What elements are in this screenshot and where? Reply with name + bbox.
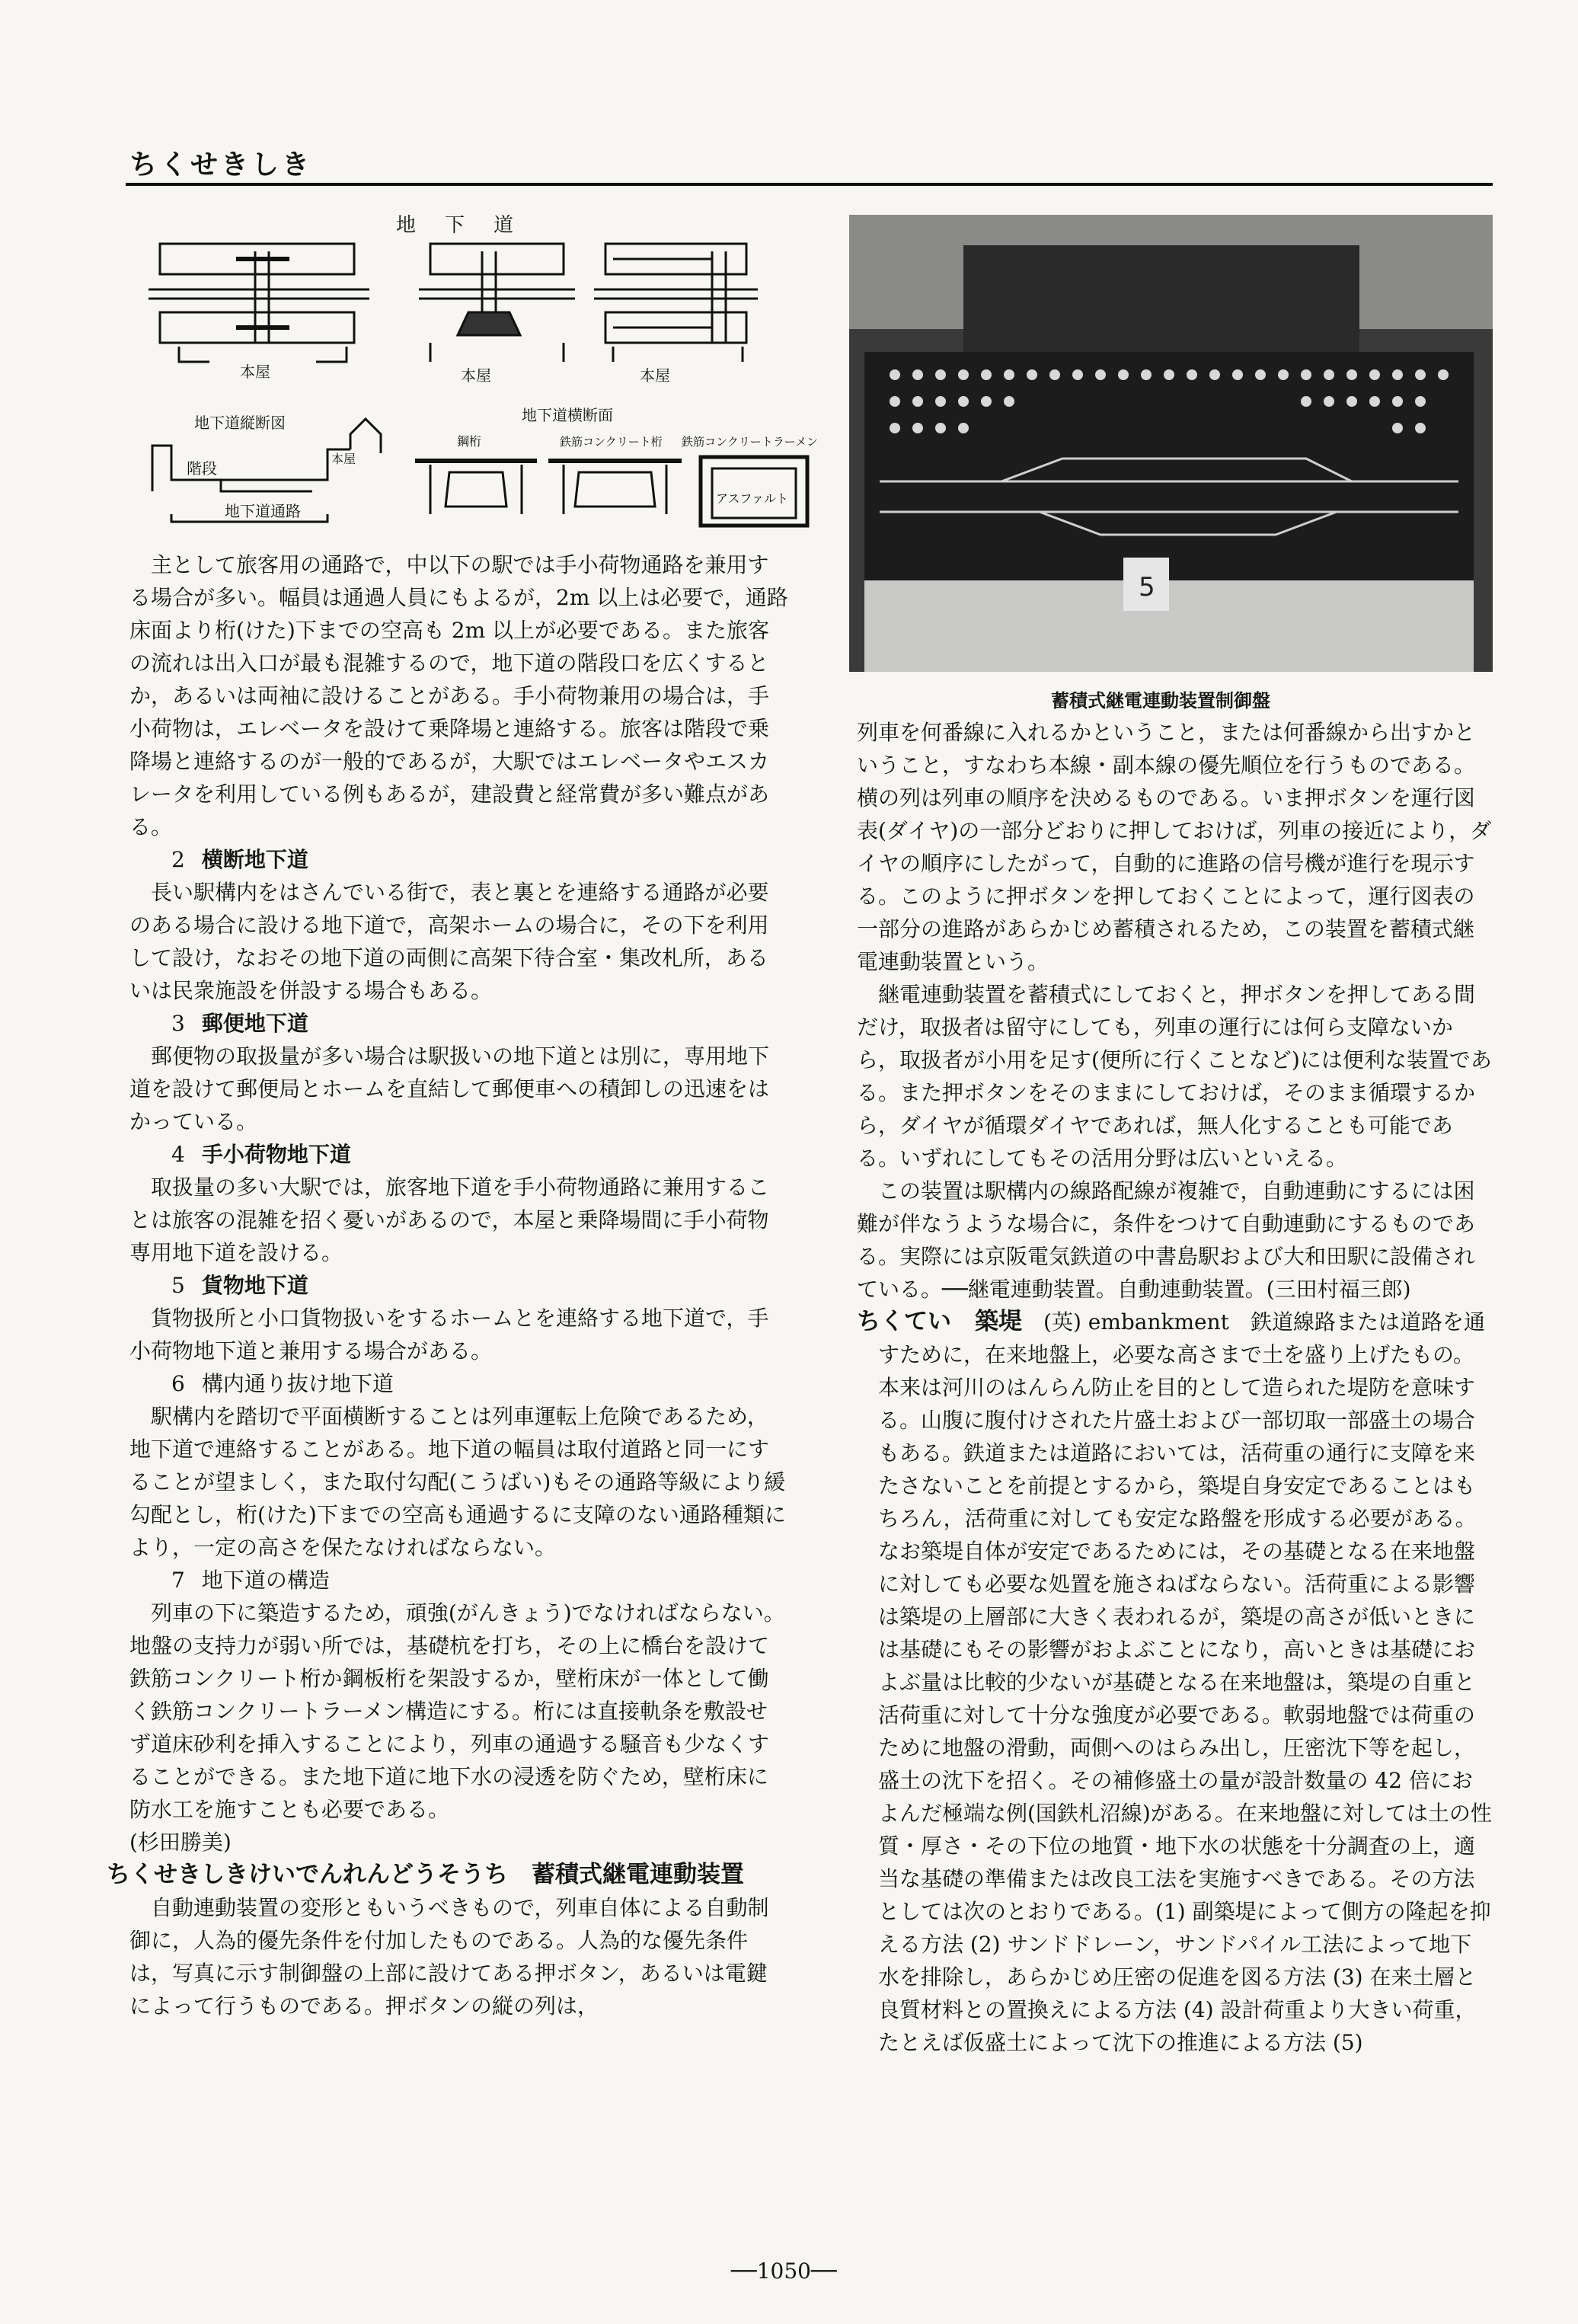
control-panel-photo xyxy=(849,215,1493,672)
header-rule xyxy=(126,183,1493,186)
dictionary-entry-heading: ちくせきしきけいでんれんどうそうち 蓄積式継電連動装置 xyxy=(107,1861,744,1888)
honya-label-2: 本屋 xyxy=(461,366,491,385)
underground-passage-figure xyxy=(149,229,819,533)
section-heading: 5 貨物地下道 xyxy=(171,1273,308,1298)
paragraph: 取扱量の多い大駅では，旅客地下道を手小荷物通路に兼用することは旅客の混雑を招く憂いがあるので，本屋と乗降場間に手小荷物専用地下道を設ける。 xyxy=(129,1175,770,1265)
plan-view-1 xyxy=(149,244,369,362)
paragraph: 自動連動装置の変形ともいうべきもので，列車自体による自動制御に，人為的優先条件を付加したものである。人為的な優先条件は，写真に示す制御盤の上部に設けてある押ボタン，あるいは電鍵によって行うものである。押ボタンの縦の列は， xyxy=(129,1895,769,2019)
cross-section-rc-girder xyxy=(548,461,682,514)
cross-section-label: 地下道横断面 xyxy=(522,406,613,424)
paragraph: 列車の下に築造するため，頑強(がんきょう)でなければならない。地盤の支持力が弱い所では，基礎杭を打ち，その上に橋台を設けて鉄筋コンクリート桁か鋼板桁を架設するか，壁桁床が一体として働く鉄筋コンクリートラーメン構造にする。桁には直接軌条を敷設せず道床砂利を挿入することにより，列車の通過する騒音も少なくすることができる。また地下道に地下水の浸透を防ぐため，壁桁床に防水工を施すことも必要である。 xyxy=(129,1600,785,1822)
page-number: ──1050── xyxy=(731,2258,837,2284)
cross-section-steel xyxy=(415,461,537,514)
paragraph: 郵便物の取扱量が多い場合は駅扱いの地下道とは別に，専用地下道を設けて郵便局とホームを直結して郵便車への積卸しの迅速をはかっている。 xyxy=(129,1044,770,1134)
paragraph: 駅構内を踏切で平面横断することは列車運転上危険であるため，地下道で連絡することがある。地下道の幅員は取付道路と同一にすることが望ましく，また取付勾配(こうばい)もその通路等級により緩勾配とし，桁(けた)下までの空高も通過するに支障のない通路種類により，一定の高さを保たなければならない。 xyxy=(129,1404,786,1560)
passage-label: 地下道通路 xyxy=(225,502,301,520)
rc-rahmen-label: 鉄筋コンクリートラーメン xyxy=(682,435,818,449)
section-heading: 7 地下道の構造 xyxy=(171,1568,330,1593)
paragraph: 主として旅客用の通路で，中以下の駅では手小荷物通路を兼用する場合が多い。幅員は通過人員にもよるが，2m 以上は必要で，通路床面より桁(けた)下までの空高も 2m 以上が必要である。また旅客の流れは出入口が最も混雑するので，地下道の階段口を広くするとか，あるいは両袖に設けることがある。手小荷物兼用の場合は，手小荷物は，エレベータを設けて乗降場と連絡する。旅客は階段で乗降場と連絡するのが一般的であるが，大駅ではエレベータやエスカレータを利用している例もあるが，建設費と経常費が多い難点がある。 xyxy=(129,552,788,839)
section-heading: 6 構内通り抜け地下道 xyxy=(171,1371,394,1396)
honya-label-3: 本屋 xyxy=(640,366,670,385)
author-credit: (三田村福三郎) xyxy=(1266,1277,1411,1302)
panel-mark: 5 xyxy=(1139,572,1155,603)
longitudinal-label: 地下道縦断図 xyxy=(194,414,286,432)
figure-title: 地下道 xyxy=(396,214,543,237)
section-heading: 2 横断地下道 xyxy=(171,847,308,872)
english-term: (英) embankment xyxy=(1043,1309,1229,1335)
steel-girder-label: 鋼桁 xyxy=(457,434,482,449)
honya-label-section: 本屋 xyxy=(331,452,356,466)
section-heading: 3 郵便地下道 xyxy=(171,1011,308,1036)
rc-girder-label: 鉄筋コンクリート桁 xyxy=(560,435,663,449)
section-heading: 4 手小荷物地下道 xyxy=(171,1142,351,1167)
plan-view-3 xyxy=(594,244,758,362)
asphalt-label: アスファルト xyxy=(716,491,789,506)
author-credit: (杉田勝美) xyxy=(129,1830,232,1855)
plan-view-2 xyxy=(419,244,575,362)
honya-label-1: 本屋 xyxy=(240,363,270,381)
photo-caption: 蓄積式継電連動装置制御盤 xyxy=(1051,689,1270,711)
paragraph: この装置は駅構内の線路配線が複雑で，自動連動にするには困難が伴なうような場合に，条件をつけて自動連動にするものである。実際には京阪電気鉄道の中書島駅および大和田駅に設備されている。──継電連動装置。自動連動装置。(三田村福三郎) xyxy=(857,1178,1476,1302)
dictionary-entry: ちくてい 築堤 (英) embankment 鉄道線路または道路を通すために，在来地盤上，必要な高さまで土を盛り上げたもの。本来は河川のはんらん防止を目的として造られた堤防を意味する。山腹に腹付けされた片盛土および一部切取一部盛土の場合もある。鉄道または道路においては，活荷重の通行に支障を来たさないことを前提とするから，築堤自身安定であることはもちろん，活荷重に対しても安定な路盤を形成する必要がある。なお築堤自体が安定であるためには，その基礎となる在来地盤に対しても必要な処置を施さねばならない。活荷重による影響は築堤の上層部に大きく表われるが，築堤の高さが低いときには基礎にもその影響がおよぶことになり，高いときは基礎におよぶ量は比較的少ないが基礎となる在来地盤は，築堤の自重と活荷重に対して十分な強度が必要である。軟弱地盤では荷重のために地盤の滑動，両側へのはらみ出し，圧密沈下等を起し，盛土の沈下を招く。その補修盛土の量が設計数量の 42 倍におよんだ極端な例(国鉄札沼線)がある。在来地盤に対しては土の性質・厚さ・その下位の地質・地下水の状態を十分調査の上，適当な基礎の準備または改良工法を実施すべきである。その方法としては次のとおりである。(1) 副築堤によって側方の隆起を抑える方法 (2) サンドドレーン，サンドパイル工法によって地下水を排除し，あらかじめ圧密の促進を図る方法 (3) 在来土層と良質材料との置換えによる方法 (4) 設計荷重より大きい荷重，たとえば仮盛土によって沈下の推進による方法 (5) xyxy=(857,1308,1492,2055)
paragraph: 貨物扱所と小口貨物扱いをするホームとを連絡する地下道で，手小荷物地下道と兼用する場合がある。 xyxy=(129,1306,769,1363)
dictionary-entry-heading: ちくてい 築堤 xyxy=(857,1308,1022,1335)
left-column xyxy=(107,548,788,2022)
right-column xyxy=(857,716,1493,2059)
kaidan-label: 階段 xyxy=(187,459,217,478)
running-head: ちくせきしき xyxy=(129,149,313,181)
paragraph: 継電連動装置を蓄積式にしておくと，押ボタンを押してある間だけ，取扱者は留守にしても，列車の運行には何ら支障ないから，取扱者が小用を足す(便所に行くことなど)には便利な装置である。また押ボタンをそのままにしておけば，そのまま循環するから，ダイヤが循環ダイヤであれば，無人化することも可能である。いずれにしてもその活用分野は広いといえる。 xyxy=(857,982,1492,1171)
paragraph: 長い駅構内をはさんでいる街で，表と裏とを連絡する通路が必要のある場合に設ける地下道で，高架ホームの場合に，その下を利用して設け，なおその地下道の両側に高架下待合室・集改札所，あるいは民衆施設を併設する場合もある。 xyxy=(129,880,769,1003)
paragraph: 列車を何番線に入れるかということ，または何番線から出すかということ，すなわち本線・副本線の優先順位を行うものである。横の列は列車の順序を決めるものである。いま押ボタンを運行図表(ダイヤ)の一部分どおりに押しておけば，列車の接近により，ダイヤの順序にしたがって，自動的に進路の信号機が進行を現示する。このように押ボタンを押しておくことによって，運行図表の一部分の進路があらかじめ蓄積されるため，この装置を蓄積式継電連動装置という。 xyxy=(857,720,1492,974)
